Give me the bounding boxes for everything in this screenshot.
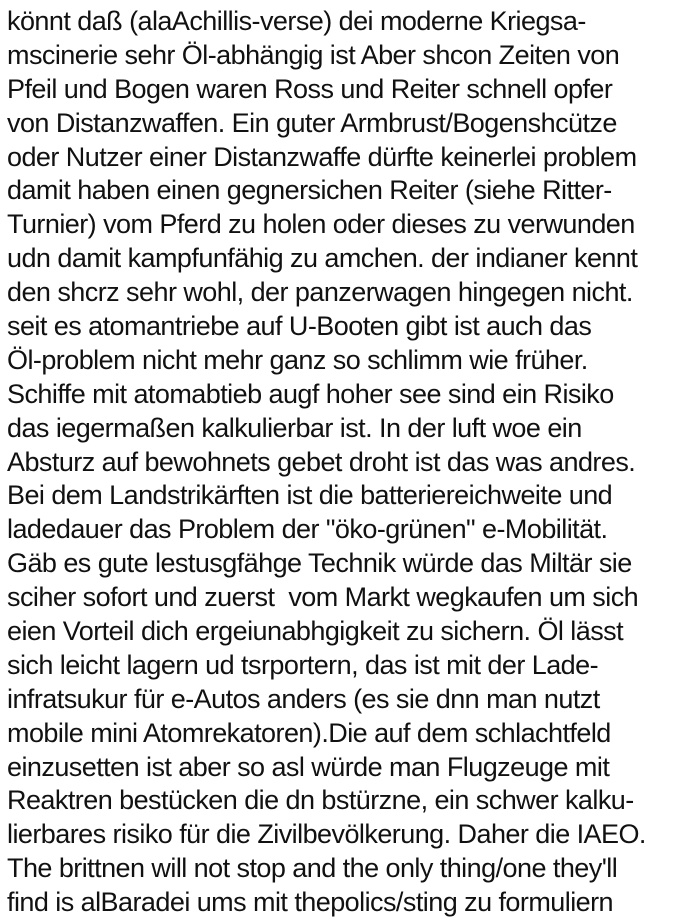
text-line: ladedauer das Problem der "öko-grünen" e-Mobilität. — [7, 514, 608, 545]
text-line: Öl-problem nicht mehr ganz so schlimm wie früher. — [7, 344, 588, 375]
text-line: von Distanzwaffen. Ein guter Armbrust/Bogenshcütze — [7, 107, 617, 138]
text-line: oder Nutzer einer Distanzwaffe dürfte keinerlei problem — [7, 141, 637, 172]
text-line: das iegermaßen kalkulierbar ist. In der luft woe ein — [7, 412, 582, 443]
text-line: Turnier) vom Pferd zu holen oder dieses zu verwunden — [7, 209, 635, 240]
text-line: udn damit kampfunfähig zu amchen. der indianer kennt — [7, 243, 638, 274]
text-line: könnt daß (alaAchillis-verse) dei moderne Kriegsa- — [7, 6, 586, 36]
text-paragraph — [7, 5, 682, 920]
text-line: damit haben einen gegnersichen Reiter (siehe Ritter- — [7, 175, 612, 206]
text-line: find is alBaradei ums mit thepolics/sting zu formuliern — [7, 887, 614, 918]
text-line: infratsukur für e-Autos anders (es sie dnn man nutzt — [7, 683, 600, 714]
text-line: Reaktren bestücken die dn bstürzne, ein schwer kalku- — [7, 785, 634, 816]
text-line: Bei dem Landstrikärften ist die batteriereichweite und — [7, 480, 613, 511]
text-line: lierbares risiko für die Zivilbevölkerung. Daher die IAEO. — [7, 819, 646, 850]
text-line: Pfeil und Bogen waren Ross und Reiter schnell opfer — [7, 73, 613, 104]
text-line: mscinerie sehr Öl-abhängig ist Aber shcon Zeiten von — [7, 39, 620, 70]
text-line: The brittnen will not stop and the only thing/one they'll — [7, 853, 618, 884]
text-line: einzusetten ist aber so asl würde man Flugzeuge mit — [7, 751, 610, 782]
text-line: Schiffe mit atomabtieb augf hoher see sind ein Risiko — [7, 378, 614, 409]
text-line: sich leicht lagern ud tsrportern, das ist mit der Lade- — [7, 649, 599, 680]
text-line: mobile mini Atomrekatoren).Die auf dem schlachtfeld — [7, 717, 611, 748]
text-line: seit es atomantriebe auf U-Booten gibt ist auch das — [7, 311, 592, 342]
text-line: eien Vorteil dich ergeiunabhgigkeit zu sichern. Öl lässt — [7, 616, 624, 647]
text-line: sciher sofort und zuerst vom Markt wegkaufen um sich — [7, 582, 639, 613]
text-line: Absturz auf bewohnets gebet droht ist das was andres. — [7, 446, 636, 477]
text-line: den shcrz sehr wohl, der panzerwagen hingegen nicht. — [7, 277, 633, 308]
text-line: Gäb es gute lestusgfähge Technik würde das Miltär sie — [7, 548, 632, 579]
